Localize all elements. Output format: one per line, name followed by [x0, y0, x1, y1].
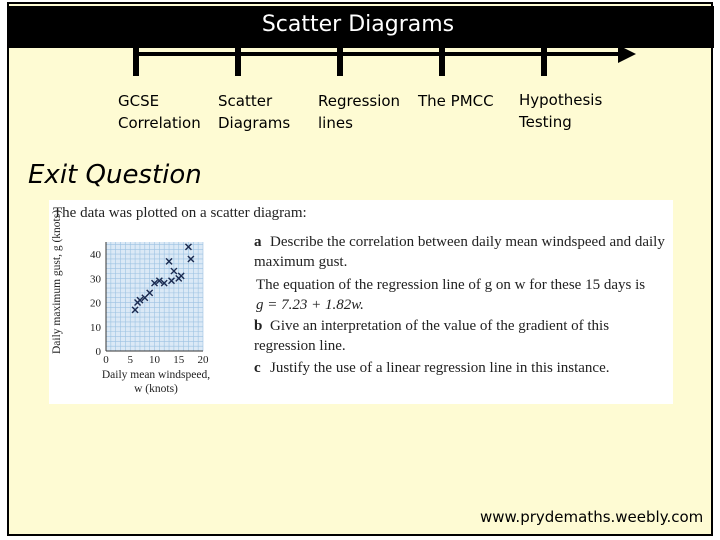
timeline-item-scatter-diagrams[interactable] [218, 90, 290, 134]
timeline-tick [133, 44, 139, 76]
part-a-text: Describe the correlation between daily mean windspeed and daily maximum gust. [254, 234, 665, 270]
x-tick-label: 10 [149, 354, 160, 366]
timeline-arrow-icon [618, 45, 636, 63]
regression-equation [256, 275, 671, 315]
timeline-tick [337, 44, 343, 76]
question-part-c [254, 358, 669, 378]
timeline-item-label: Testing [519, 113, 572, 131]
timeline-line [135, 52, 621, 56]
equation-formula: g = 7.23 + 1.82w. [256, 297, 364, 313]
exit-question-heading: Exit Question [28, 160, 202, 190]
y-tick-label: 20 [90, 297, 101, 310]
part-letter: c [254, 360, 261, 376]
x-tick-label: 0 [103, 354, 109, 366]
part-b-text: Give an interpretation of the value of the gradient of this regression line. [254, 318, 610, 354]
y-tick-label: 30 [90, 273, 101, 286]
timeline-item-regression-lines[interactable] [318, 90, 400, 134]
page-title: Scatter Diagrams [261, 12, 455, 37]
timeline-item-label: Regression [318, 92, 401, 110]
part-c-text: Justify the use of a linear regression line in this instance. [270, 360, 610, 376]
timeline-item-gcse-correlation[interactable] [118, 90, 201, 134]
timeline-tick [235, 44, 241, 76]
question-intro: The data was plotted on a scatter diagram: [53, 205, 307, 221]
part-letter: a [254, 234, 262, 250]
y-axis-label: Daily maximum gust, g (knots) [51, 209, 63, 355]
chart-grid [106, 242, 203, 351]
timeline-item-label: Scatter [218, 92, 273, 110]
x-tick-label: 15 [173, 354, 185, 366]
timeline-tick [439, 44, 445, 76]
equation-line: The equation of the regression line of g on w for these 15 days is [256, 277, 646, 293]
x-tick-label: 5 [127, 354, 133, 366]
part-letter: b [254, 318, 263, 334]
timeline-item-label: Diagrams [218, 114, 291, 132]
timeline-item-label: Hypothesis [519, 91, 603, 109]
timeline-item-label: GCSE [118, 92, 160, 110]
timeline-item-label: The PMCC [418, 92, 494, 110]
timeline-item-pmcc[interactable] [418, 90, 494, 112]
timeline-item-hypothesis-testing[interactable] [519, 89, 602, 133]
timeline-item-label: lines [318, 114, 353, 132]
question-panel [49, 200, 673, 404]
timeline-tick [541, 44, 547, 76]
x-axis-label-line1: Daily mean windspeed, [101, 369, 211, 381]
x-axis-label-line2: w (knots) [134, 383, 178, 395]
footer-url[interactable]: www.prydemaths.weebly.com [480, 508, 704, 526]
y-tick-label: 40 [90, 249, 101, 262]
question-part-b [254, 316, 669, 356]
timeline-item-label: Correlation [118, 114, 201, 132]
y-tick-label: 10 [90, 321, 101, 334]
x-tick-label: 20 [197, 354, 209, 366]
question-part-a [254, 232, 669, 272]
y-tick-label: 0 [95, 346, 101, 358]
